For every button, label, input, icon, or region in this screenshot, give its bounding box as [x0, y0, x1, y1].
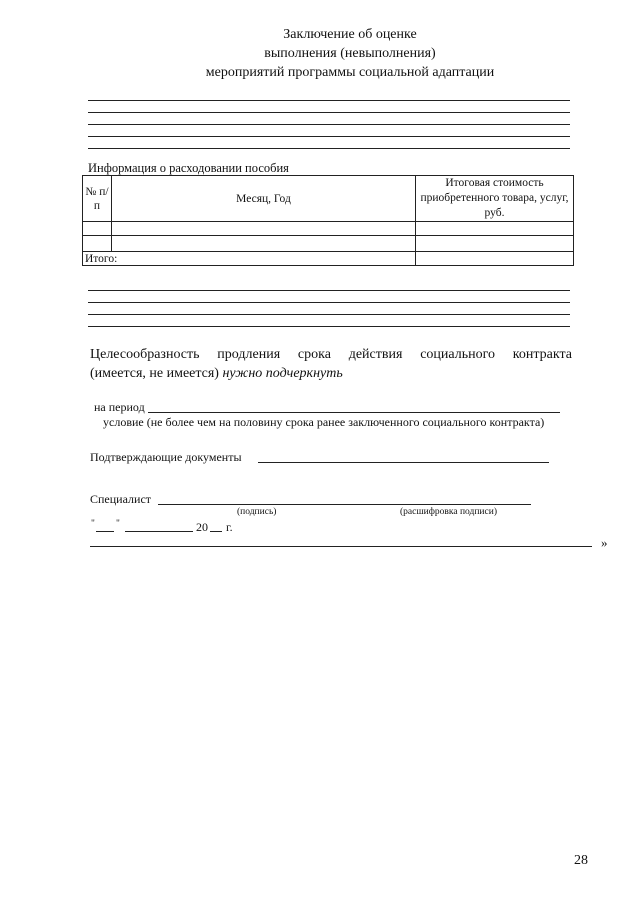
date-day-field[interactable]: [96, 531, 114, 532]
expenses-table: [82, 175, 574, 266]
blank-line: [88, 148, 570, 149]
title-line-1: Заключение об оценке: [283, 27, 417, 42]
date-quote-open: ": [91, 519, 95, 529]
page-number: 28: [574, 853, 588, 868]
col-month-header: Месяц, Год: [112, 176, 416, 222]
col-total-header: Итоговая стоимость приобретенного товара, услуг, руб.: [416, 176, 574, 222]
documents-label: Подтверждающие документы: [90, 450, 242, 464]
blank-line: [88, 124, 570, 125]
expediency-text: Целесообразность продления срока действия социального контракта: [90, 347, 572, 362]
table-cell: [416, 222, 574, 236]
blank-line: [88, 302, 570, 303]
blank-line: [88, 112, 570, 113]
table-cell: [112, 236, 416, 252]
date-month-field[interactable]: [125, 531, 193, 532]
table-cell: [83, 236, 112, 252]
date-quote-close: ": [116, 519, 120, 529]
table-row: [83, 222, 574, 236]
blank-line: [88, 100, 570, 101]
period-label: на период: [94, 400, 145, 414]
date-year-prefix: 20: [196, 520, 208, 534]
title-line-3: мероприятий программы социальной адаптации: [205, 65, 495, 80]
expediency-options: (имеется, не имеется): [90, 366, 219, 381]
period-condition: условие (не более чем на половину срока ранее заключенного социального контракта): [103, 415, 545, 429]
blank-line: [88, 314, 570, 315]
table-header-row: [83, 176, 574, 222]
date-year-suffix: г.: [226, 520, 233, 534]
closing-mark: »: [601, 535, 608, 550]
date-year-field[interactable]: [210, 531, 222, 532]
closing-line: [90, 546, 592, 547]
table-total-row: [83, 252, 574, 266]
table-cell: [416, 236, 574, 252]
total-value-cell: [416, 252, 574, 266]
expediency-options-line: [90, 364, 572, 383]
signature-caption: (подпись): [237, 507, 277, 517]
specialist-label: Специалист: [90, 492, 152, 506]
col-num-header: № п/п: [83, 176, 112, 222]
title-line-2: выполнения (невыполнения): [264, 46, 436, 61]
expenses-heading: Информация о расходовании пособия: [88, 161, 289, 175]
blank-line: [88, 290, 570, 291]
expediency-instruction: нужно подчеркнуть: [222, 366, 343, 381]
table-cell: [83, 222, 112, 236]
specialist-signature-field[interactable]: [158, 504, 531, 505]
table-cell: [112, 222, 416, 236]
period-field[interactable]: [148, 412, 560, 413]
documents-field[interactable]: [258, 462, 549, 463]
total-label: Итого:: [83, 252, 416, 266]
table-row: [83, 236, 574, 252]
blank-line: [88, 326, 570, 327]
decode-caption: (расшифровка подписи): [400, 507, 497, 517]
blank-line: [88, 136, 570, 137]
